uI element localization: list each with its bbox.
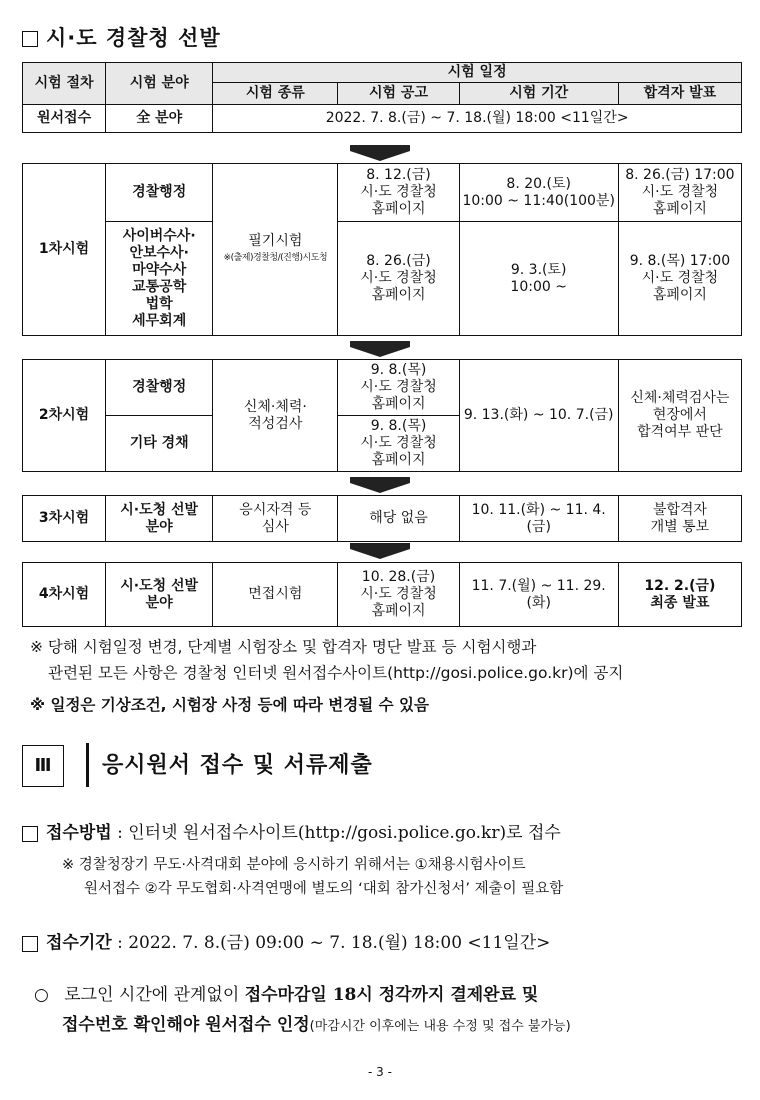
section-divider xyxy=(86,743,89,787)
stage3-period: 10. 11.(화) ~ 11. 4.(금) xyxy=(459,496,618,542)
stage4-table xyxy=(22,562,742,627)
checkbox-square-icon xyxy=(22,826,38,842)
checkbox-square-icon xyxy=(22,936,38,952)
stage2-table xyxy=(22,359,742,472)
stage1-notice-b: 8. 26.(금) 시·도 경찰청 홈페이지 xyxy=(338,222,459,336)
stage4-field: 시·도청 선발 분야 xyxy=(106,563,213,627)
note-2: ※ 일정은 기상조건, 시험장 사정 등에 따라 변경될 수 있음 xyxy=(30,696,429,714)
stage3-field: 시·도청 선발 분야 xyxy=(106,496,213,542)
page-number: - 3 - xyxy=(368,1065,392,1079)
stage2-type: 신체·체력· 적성검사 xyxy=(213,360,338,472)
method-label: 접수방법 xyxy=(46,823,112,843)
section-number: Ⅲ xyxy=(22,745,64,787)
stage1-step: 1차시험 xyxy=(23,164,106,336)
stage1-type-note: ※(출제)경찰청/(진행)시도청 xyxy=(223,252,328,263)
header-field: 시험 분야 xyxy=(106,63,213,105)
stage2-period: 9. 13.(화) ~ 10. 7.(금) xyxy=(459,360,618,472)
header-step: 시험 절차 xyxy=(23,63,106,105)
header-result: 합격자 발표 xyxy=(618,83,741,105)
header-period: 시험 기간 xyxy=(459,83,618,105)
stage3-result: 불합격자 개별 통보 xyxy=(618,496,741,542)
header-notice: 시험 공고 xyxy=(338,83,459,105)
stage1-field-b: 사이버수사· 안보수사· 마약수사 교통공학 법학 세무회계 xyxy=(106,222,213,336)
method-line xyxy=(22,818,561,843)
stage1-notice-a: 8. 12.(금) 시·도 경찰청 홈페이지 xyxy=(338,164,459,222)
stage3-step: 3차시험 xyxy=(23,496,106,542)
stage1-table xyxy=(22,163,742,336)
stage4-period: 11. 7.(월) ~ 11. 29.(화) xyxy=(459,563,618,627)
login-note: ○ 로그인 시간에 관계없이 접수마감일 18시 정각까지 결제완료 및 접수번호 확인해야 원서접수 인정(마감시간 이후에는 내용 수정 및 접수 불가능) xyxy=(34,985,571,1035)
header-type: 시험 종류 xyxy=(213,83,338,105)
down-arrow-icon xyxy=(350,477,410,493)
schedule-header-table xyxy=(22,62,742,133)
stage1-type: 필기시험 xyxy=(248,232,303,249)
header-schedule: 시험 일정 xyxy=(213,63,742,83)
stage4-type: 면접시험 xyxy=(213,563,338,627)
stage1-result-a: 8. 26.(금) 17:00 시·도 경찰청 홈페이지 xyxy=(618,164,741,222)
stage4-step: 4차시험 xyxy=(23,563,106,627)
stage1-period-b: 9. 3.(토) 10:00 ~ xyxy=(459,222,618,336)
stage2-field-a: 경찰행정 xyxy=(106,360,213,416)
stage3-table xyxy=(22,495,742,542)
period-line xyxy=(22,928,550,953)
stage1-period-a: 8. 20.(토) 10:00 ~ 11:40(100분) xyxy=(459,164,618,222)
down-arrow-icon xyxy=(350,145,410,161)
apply-field: 全 분야 xyxy=(106,105,213,133)
period-label: 접수기간 xyxy=(46,933,112,953)
checkbox-square-icon xyxy=(22,31,38,47)
stage4-notice: 10. 28.(금) 시·도 경찰청 홈페이지 xyxy=(338,563,459,627)
stage2-field-b: 기타 경채 xyxy=(106,416,213,472)
stage4-result: 12. 2.(금) 최종 발표 xyxy=(618,563,741,627)
period-text: : 2022. 7. 8.(금) 09:00 ~ 7. 18.(월) 18:00 <11일간> xyxy=(111,933,551,953)
apply-step: 원서접수 xyxy=(23,105,106,133)
down-arrow-icon xyxy=(350,543,410,559)
down-arrow-icon xyxy=(350,341,410,357)
stage1-type-cell xyxy=(213,164,338,336)
stage2-step: 2차시험 xyxy=(23,360,106,472)
stage3-notice: 해당 없음 xyxy=(338,496,459,542)
method-note: ※ 경찰청장기 무도·사격대회 분야에 응시하기 위해서는 ①채용시험사이트 원서접수 ②각 무도협회·사격연맹에 별도의 ‘대회 참가신청서’ 제출이 필요함 xyxy=(62,857,564,897)
bullet-circle-icon: ○ xyxy=(34,985,49,1005)
stage1-result-b: 9. 8.(목) 17:00 시·도 경찰청 홈페이지 xyxy=(618,222,741,336)
section-title: 응시원서 접수 및 서류제출 xyxy=(102,753,373,778)
stage2-notice-a: 9. 8.(목) 시·도 경찰청 홈페이지 xyxy=(338,360,459,416)
section-title: 시·도 경찰청 선발 xyxy=(46,26,221,50)
stage2-result: 신체·체력검사는 현장에서 합격여부 판단 xyxy=(618,360,741,472)
stage3-type: 응시자격 등 심사 xyxy=(213,496,338,542)
stage1-field-a: 경찰행정 xyxy=(106,164,213,222)
method-text: : 인터넷 원서접수사이트(http://gosi.police.go.kr)로 접수 xyxy=(111,823,561,843)
stage2-notice-b: 9. 8.(목) 시·도 경찰청 홈페이지 xyxy=(338,416,459,472)
apply-schedule: 2022. 7. 8.(금) ~ 7. 18.(월) 18:00 <11일간> xyxy=(213,105,742,133)
section-heading xyxy=(22,22,221,52)
note-1: ※ 당해 시험일정 변경, 단계별 시험장소 및 합격자 명단 발표 등 시험시행과 관련된 모든 사항은 경찰청 인터넷 원서접수사이트(http://gosi.police.go.kr)에 공지 xyxy=(30,638,624,682)
